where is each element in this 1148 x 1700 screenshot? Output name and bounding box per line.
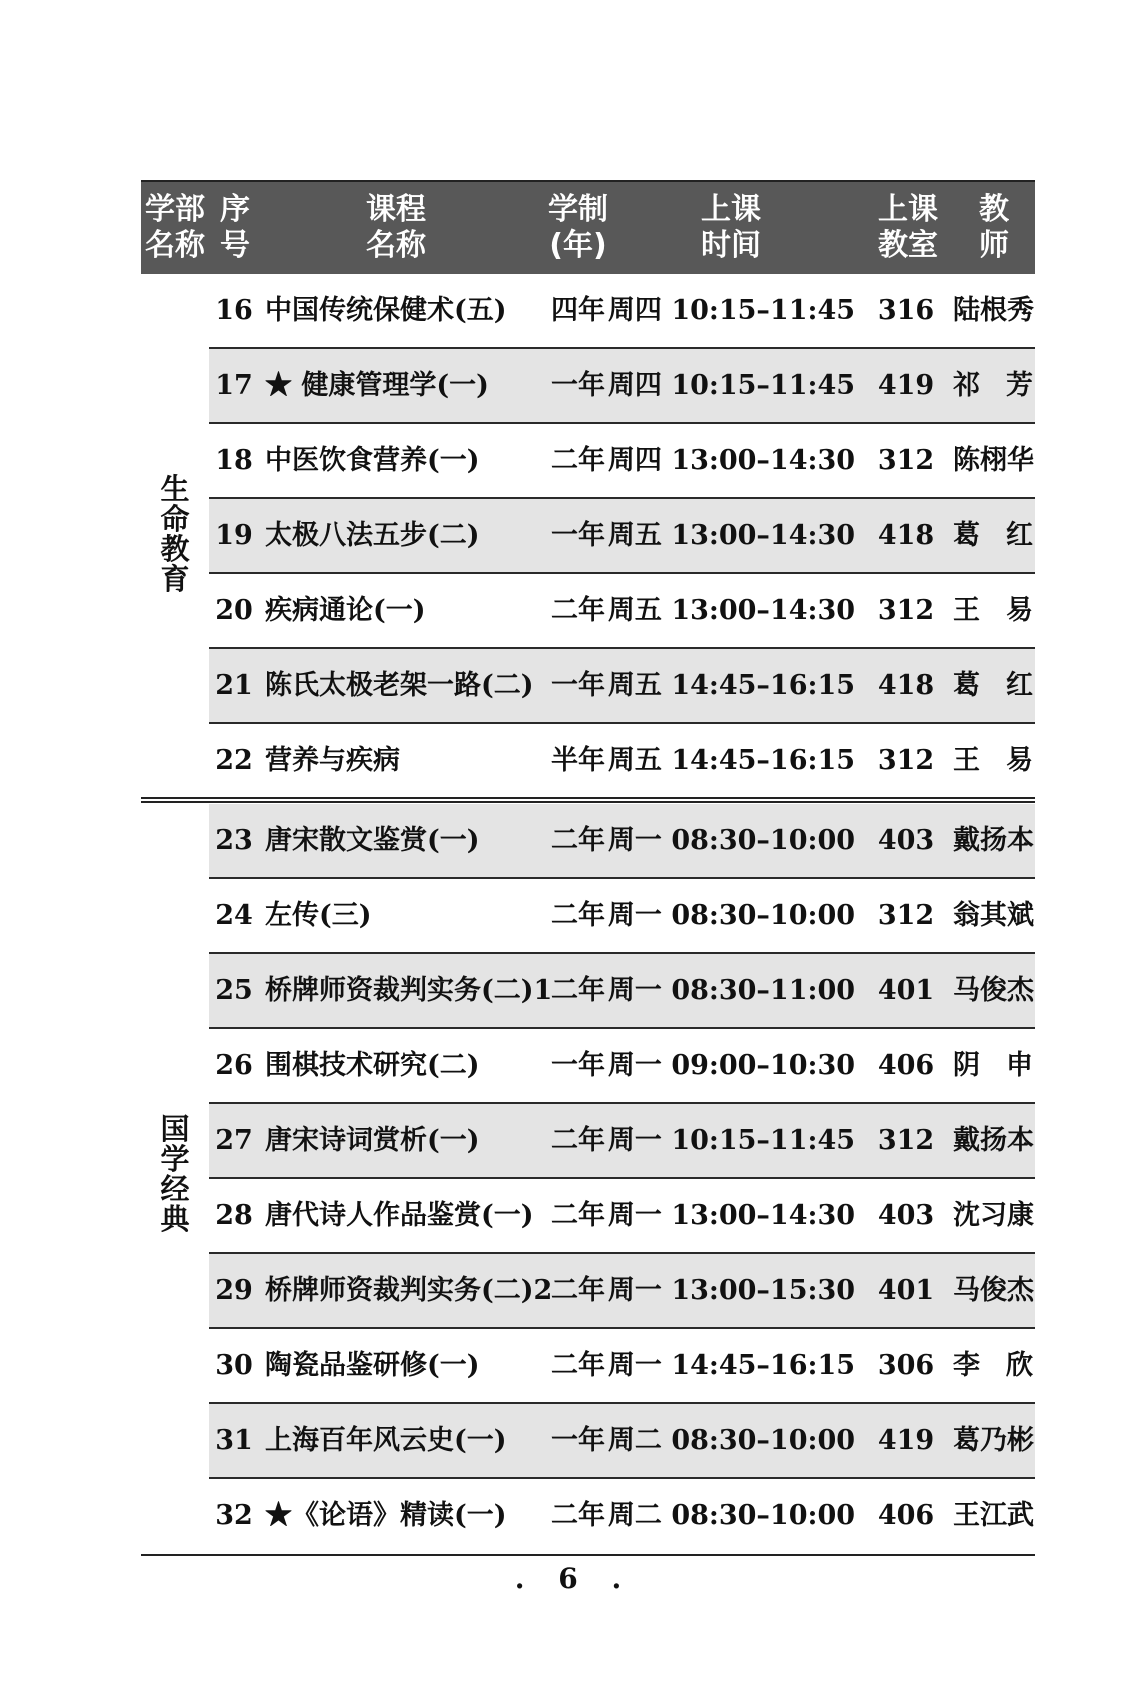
row-room: 306 <box>877 1350 935 1381</box>
table-row <box>209 1104 1035 1179</box>
row-years: 二年 <box>551 1500 605 1531</box>
header-course: 课程 名称 <box>366 192 426 263</box>
row-no: 27 <box>215 1125 253 1156</box>
row-time: 周一 14:45–16:15 <box>607 1350 856 1381</box>
row-teacher: 陆根秀 <box>953 295 1034 326</box>
row-course: 唐宋诗词赏析(一) <box>265 1125 480 1156</box>
header-time: 上课 时间 <box>701 192 761 263</box>
row-room: 403 <box>877 1200 935 1231</box>
header-room: 上课 教室 <box>878 192 938 263</box>
row-years: 二年 <box>551 1350 605 1381</box>
row-room: 418 <box>877 520 935 551</box>
row-course: 中医饮食营养(一) <box>265 445 480 476</box>
row-course: 陶瓷品鉴研修(一) <box>265 1350 480 1381</box>
header-dept: 学部 名称 <box>145 192 205 263</box>
row-course: 中国传统保健术(五) <box>265 295 507 326</box>
table-row <box>209 1254 1035 1329</box>
row-time: 周一 08:30–10:00 <box>607 825 856 856</box>
row-time: 周一 08:30–10:00 <box>607 900 856 931</box>
row-no: 31 <box>215 1425 253 1456</box>
row-time: 周四 10:15–11:45 <box>607 370 856 401</box>
course-table <box>141 180 1035 1554</box>
row-no: 32 <box>215 1500 253 1531</box>
dept-name: 生 命 教 育 <box>160 472 190 596</box>
row-time: 周一 09:00–10:30 <box>607 1050 856 1081</box>
row-room: 312 <box>877 900 935 931</box>
row-course: 疾病通论(一) <box>265 595 426 626</box>
row-no: 23 <box>215 825 253 856</box>
row-no: 20 <box>215 595 253 626</box>
row-room: 406 <box>877 1050 935 1081</box>
table-row <box>209 574 1035 649</box>
row-no: 17 <box>215 370 253 401</box>
section-life-education <box>141 274 1035 794</box>
header-teacher: 教 师 <box>979 192 1009 263</box>
row-room: 403 <box>877 825 935 856</box>
row-years: 二年 <box>551 1125 605 1156</box>
table-row <box>209 879 1035 954</box>
row-no: 29 <box>215 1275 253 1306</box>
row-years: 四年 <box>551 295 605 326</box>
row-room: 418 <box>877 670 935 701</box>
row-course: 围棋技术研究(二) <box>265 1050 480 1081</box>
row-years: 二年 <box>551 975 605 1006</box>
row-room: 312 <box>877 1125 935 1156</box>
table-row <box>209 1404 1035 1479</box>
table-row <box>209 954 1035 1029</box>
table-row <box>209 649 1035 724</box>
row-course: 左传(三) <box>265 900 372 931</box>
row-course: 唐宋散文鉴赏(一) <box>265 825 480 856</box>
row-room: 312 <box>877 445 935 476</box>
row-course: ★ 健康管理学(一) <box>265 370 489 401</box>
section-classics <box>141 804 1035 1554</box>
table-row <box>209 349 1035 424</box>
row-no: 30 <box>215 1350 253 1381</box>
row-course: 上海百年风云史(一) <box>265 1425 507 1456</box>
row-no: 19 <box>215 520 253 551</box>
row-years: 二年 <box>551 1275 605 1306</box>
row-no: 24 <box>215 900 253 931</box>
row-years: 二年 <box>551 900 605 931</box>
table-row <box>209 1179 1035 1254</box>
row-no: 26 <box>215 1050 253 1081</box>
row-years: 半年 <box>551 745 605 776</box>
header-no: 序 号 <box>220 192 250 263</box>
table-bottom-rule <box>141 1554 1035 1556</box>
row-teacher: 葛 红 <box>953 670 1033 701</box>
row-course: 太极八法五步(二) <box>265 520 480 551</box>
row-teacher: 戴扬本 <box>953 1125 1034 1156</box>
row-teacher: 王 易 <box>953 595 1033 626</box>
row-years: 一年 <box>551 1425 605 1456</box>
row-time: 周五 13:00–14:30 <box>607 595 856 626</box>
row-years: 二年 <box>551 445 605 476</box>
row-room: 312 <box>877 595 935 626</box>
table-row <box>209 1329 1035 1404</box>
row-no: 25 <box>215 975 253 1006</box>
row-room: 316 <box>877 295 935 326</box>
page-number: . 6 . <box>514 1562 634 1595</box>
row-years: 一年 <box>551 670 605 701</box>
row-course: 桥牌师资裁判实务(二)2 <box>265 1275 553 1306</box>
row-no: 21 <box>215 670 253 701</box>
row-course: 陈氏太极老架一路(二) <box>265 670 534 701</box>
row-no: 18 <box>215 445 253 476</box>
row-time: 周四 10:15–11:45 <box>607 295 856 326</box>
row-room: 312 <box>877 745 935 776</box>
row-no: 22 <box>215 745 253 776</box>
table-row <box>209 1479 1035 1552</box>
row-time: 周四 13:00–14:30 <box>607 445 856 476</box>
row-teacher: 阴 申 <box>953 1050 1033 1081</box>
row-time: 周一 10:15–11:45 <box>607 1125 856 1156</box>
row-time: 周一 08:30–11:00 <box>607 975 856 1006</box>
row-time: 周二 08:30–10:00 <box>607 1425 856 1456</box>
row-years: 二年 <box>551 1200 605 1231</box>
row-teacher: 王 易 <box>953 745 1033 776</box>
row-teacher: 李 欣 <box>953 1350 1033 1381</box>
row-teacher: 陈栩华 <box>953 445 1034 476</box>
row-time: 周五 13:00–14:30 <box>607 520 856 551</box>
row-room: 401 <box>877 1275 935 1306</box>
row-no: 16 <box>215 295 253 326</box>
row-teacher: 戴扬本 <box>953 825 1034 856</box>
row-years: 二年 <box>551 595 605 626</box>
row-time: 周一 13:00–15:30 <box>607 1275 856 1306</box>
table-row <box>209 804 1035 879</box>
row-years: 一年 <box>551 520 605 551</box>
table-row <box>209 1029 1035 1104</box>
table-row <box>209 499 1035 574</box>
row-course: 桥牌师资裁判实务(二)1 <box>265 975 553 1006</box>
table-row <box>209 274 1035 349</box>
row-teacher: 马俊杰 <box>953 1275 1034 1306</box>
row-time: 周五 14:45–16:15 <box>607 670 856 701</box>
row-teacher: 葛乃彬 <box>953 1425 1034 1456</box>
table-row <box>209 424 1035 499</box>
row-course: 唐代诗人作品鉴赏(一) <box>265 1200 534 1231</box>
header-years: 学制 (年) <box>548 192 608 263</box>
row-years: 二年 <box>551 825 605 856</box>
row-years: 一年 <box>551 370 605 401</box>
table-row <box>209 724 1035 797</box>
row-course: ★《论语》精读(一) <box>265 1500 507 1531</box>
row-teacher: 葛 红 <box>953 520 1033 551</box>
row-teacher: 沈习康 <box>953 1200 1034 1231</box>
row-room: 406 <box>877 1500 935 1531</box>
row-time: 周二 08:30–10:00 <box>607 1500 856 1531</box>
row-teacher: 马俊杰 <box>953 975 1034 1006</box>
row-teacher: 祁 芳 <box>953 370 1033 401</box>
row-years: 一年 <box>551 1050 605 1081</box>
section-divider <box>141 797 1035 803</box>
row-time: 周一 13:00–14:30 <box>607 1200 856 1231</box>
row-room: 401 <box>877 975 935 1006</box>
row-time: 周五 14:45–16:15 <box>607 745 856 776</box>
row-teacher: 王江武 <box>953 1500 1034 1531</box>
dept-name: 国 学 经 典 <box>160 1112 190 1236</box>
row-room: 419 <box>877 1425 935 1456</box>
row-teacher: 翁其斌 <box>953 900 1034 931</box>
row-room: 419 <box>877 370 935 401</box>
row-course: 营养与疾病 <box>265 745 400 776</box>
row-no: 28 <box>215 1200 253 1231</box>
table-header <box>141 180 1035 274</box>
